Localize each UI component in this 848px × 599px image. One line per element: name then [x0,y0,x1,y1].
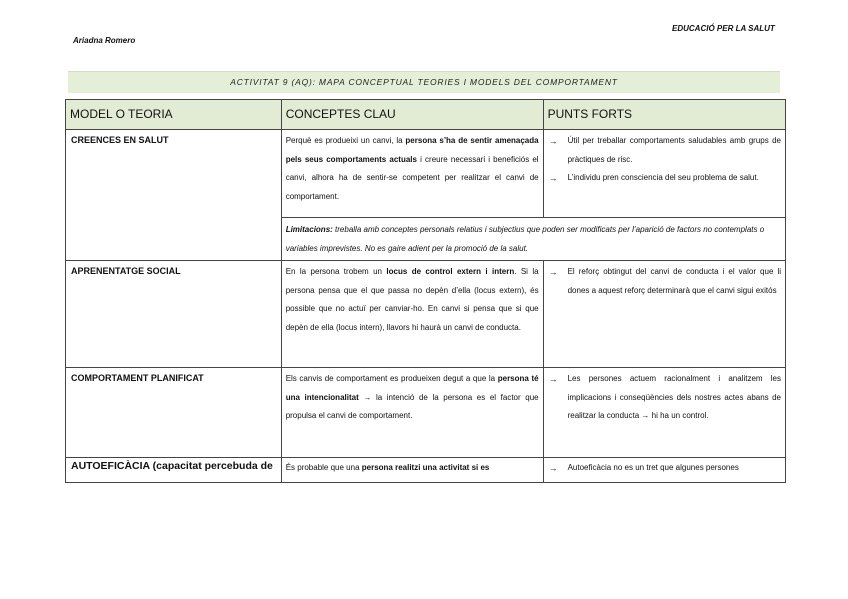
concept-text: És probable que una [285,463,362,472]
theories-table [65,99,786,483]
concept-text: Els canvis de comportament es produeixen degut a que la [285,374,498,383]
concept-text: . Si la persona pensa que el que passa no depèn d’ella (locus extern), és possible que no actuï per canviar-ho. En canvi si pensa que si que depèn de ella (locus intern), llavors hi haurà un canvi de conducta. [285,267,539,332]
arrow-icon: → [548,267,558,277]
limitations-cell [281,218,785,261]
concept-cell [281,261,543,368]
arrow-icon: → [548,173,558,183]
header-strengths: PUNTS FORTS [543,100,785,130]
concept-key-phrase: persona s’ha de sentir amenaçada pels seus comportaments actuals [285,136,539,164]
arrow-icon: → [548,463,558,473]
limitations-label: Limitacions: [285,225,333,234]
table-row [66,261,786,368]
list-item: → Útil per treballar comportaments saludables amb grups de pràctiques de risc. [548,132,781,169]
header-concepts: CONCEPTES CLAU [281,100,543,130]
concept-key-phrase: persona té una intencionalitat [285,374,539,402]
table-header-row [66,100,786,130]
concept-cell [281,130,543,218]
model-cell: AUTOEFICÀCIA (capacitat percebuda de [66,458,282,483]
concept-cell [281,368,543,458]
list-item: → El reforç obtingut del canvi de conducta i el valor que li dones a aquest reforç determinarà que el canvi sigui exitós [548,263,781,300]
concept-cell [281,458,543,483]
table-row [66,368,786,458]
strengths-list [548,263,781,300]
arrow-icon: → [548,136,558,146]
strengths-cell [543,130,785,218]
header-model: MODEL O TEORIA [66,100,282,130]
concept-text: En la persona trobem un [285,267,387,276]
concept-key-phrase: locus de control extern i intern [386,267,515,276]
concept-key-phrase: persona realitzi una activitat si es [361,463,490,472]
arrow-icon: → [548,374,558,384]
subject-title: EDUCACIÓ PER LA SALUT [672,24,775,33]
concept-text: i creure necessari i beneficiós el canvi, alhora ha de sentir-se competent per realitzar el canvi de comportament. [285,154,539,201]
strengths-list [548,459,781,478]
strengths-cell [543,368,785,458]
table-row [66,130,786,218]
strengths-cell [543,458,785,483]
concept-text: Perquè es produeixi un canvi, la [285,136,406,145]
model-cell: CREENCES EN SALUT [66,130,282,261]
activity-title-banner: ACTIVITAT 9 (AQ): MAPA CONCEPTUAL TEORIES I MODELS DEL COMPORTAMENT [68,71,780,93]
model-cell: APRENENTATGE SOCIAL [66,261,282,368]
author-name: Ariadna Romero [73,36,136,45]
table-row [66,458,786,483]
list-item: → Autoeficàcia no es un tret que algunes persones [548,459,781,478]
list-item: → Les persones actuem racionalment i analitzem les implicacions i conseqüències dels nostres actes abans de realitzar la conducta → hi ha un control. [548,370,781,426]
strengths-cell [543,261,785,368]
limitations-text: treballa amb conceptes personals relatius i subjectius que poden ser modificats per l’aparició de factors no contemplats o variables imprevistes. No es gaire adient per la promoció de la salut. [285,225,765,253]
model-cell: COMPORTAMENT PLANIFICAT [66,368,282,458]
strengths-list [548,132,781,188]
strengths-list [548,370,781,426]
list-item: → L’individu pren consciencia del seu problema de salut. [548,169,781,188]
concept-text: → la intenció de la persona es el factor que propulsa el canvi de comportament. [285,392,539,420]
